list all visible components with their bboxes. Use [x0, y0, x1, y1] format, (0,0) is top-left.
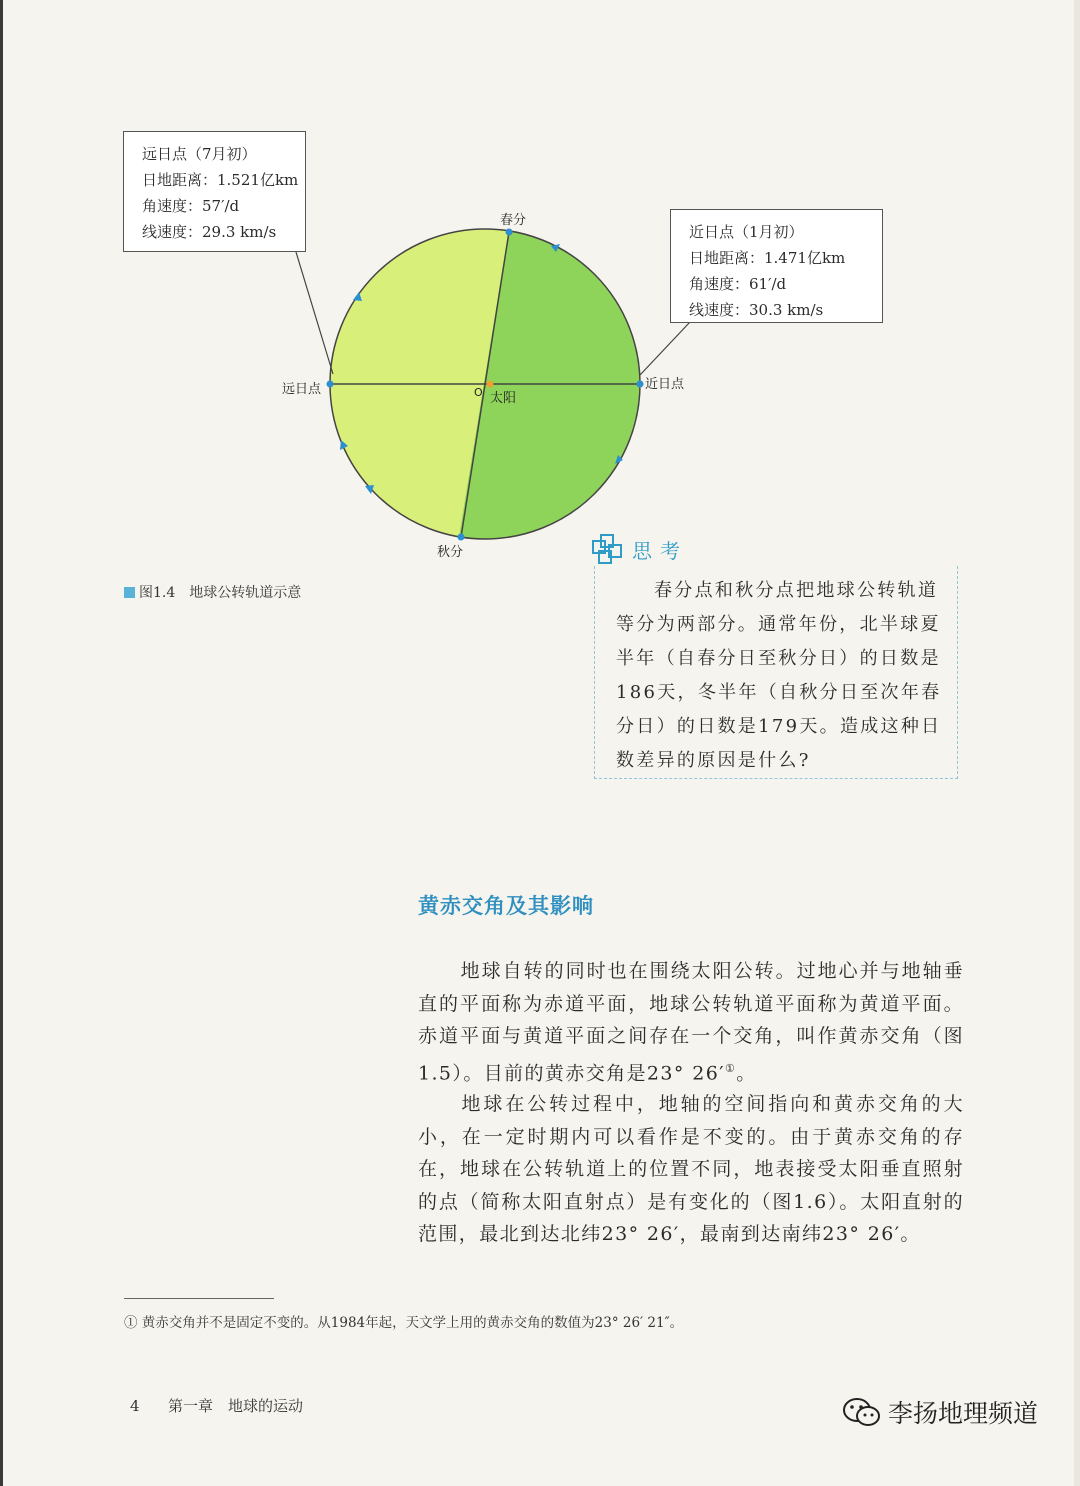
aphelion-pointer — [296, 252, 333, 374]
aphelion-point — [327, 381, 334, 388]
page-footer — [130, 1395, 303, 1416]
perihelion-point — [637, 381, 644, 388]
sun-point — [487, 381, 494, 388]
wechat-icon — [842, 1396, 882, 1428]
paragraph-1-text: 地球自转的同时也在围绕太阳公转。过地心并与地轴垂直的平面称为赤道平面，地球公转轨道平面称为黄道平面。赤道平面与黄道平面之间存在一个交角，叫作黄赤交角（图1.5）。目前的黄赤交角是23° 26′ — [418, 960, 964, 1084]
paragraph-1 — [418, 955, 964, 1089]
think-header — [592, 534, 688, 564]
perihelion-info-box — [670, 209, 883, 323]
think-title: 思考 — [632, 538, 688, 563]
think-question-text: 春分点和秋分点把地球公转轨道等分为两部分。通常年份，北半球夏半年（自春分日至秋分日）的日数是186天，冬半年（自秋分日至次年春分日）的日数是179天。造成这种日数差异的原因是什么? — [616, 580, 942, 771]
section-title: 黄赤交角及其影响 — [418, 894, 594, 918]
paragraph-1-end: 。 — [736, 1061, 757, 1084]
footnote-marker: ① — [724, 1061, 737, 1075]
autumn-equinox-point — [458, 534, 465, 541]
aphelion-info-box — [123, 131, 306, 252]
perihelion-title: 近日点（1月初） — [689, 223, 804, 241]
aphelion-distance: 日地距离：1.521亿km — [142, 171, 299, 189]
watermark-text: 李扬地理频道 — [888, 1399, 1039, 1428]
label-perihelion: 近日点 — [645, 377, 685, 392]
orbit-diagram — [0, 0, 1080, 620]
aphelion-angular-speed: 角速度：57′/d — [142, 197, 240, 215]
figure-caption — [124, 582, 301, 602]
perihelion-distance: 日地距离：1.471亿km — [689, 249, 846, 267]
perihelion-pointer — [640, 322, 690, 375]
paragraph-2 — [418, 1088, 964, 1251]
label-spring-equinox: 春分 — [500, 213, 527, 228]
label-aphelion: 远日点 — [282, 382, 322, 397]
label-autumn-equinox: 秋分 — [437, 545, 464, 560]
perihelion-angular-speed: 角速度：61′/d — [689, 275, 787, 293]
perihelion-linear-speed: 线速度：30.3 km/s — [689, 301, 824, 319]
think-icon — [592, 534, 626, 564]
label-origin: O — [474, 386, 483, 399]
footnote-divider — [124, 1298, 274, 1299]
caption-marker-icon — [124, 587, 135, 598]
think-question — [616, 574, 950, 778]
caption-text: 图1.4 地球公转轨道示意 — [139, 585, 302, 601]
label-sun: 太阳 — [490, 391, 517, 406]
page-number: 4 — [130, 1397, 140, 1415]
footnote: ① 黄赤交角并不是固定不变的。从1984年起，天文学上用的黄赤交角的数值为23° 26′ 21″。 — [124, 1315, 684, 1331]
spring-equinox-point — [506, 229, 513, 236]
aphelion-linear-speed: 线速度：29.3 km/s — [142, 223, 277, 241]
paragraph-2-text: 地球在公转过程中，地轴的空间指向和黄赤交角的大小，在一定时期内可以看作是不变的。由于黄赤交角的存在，地球在公转轨道上的位置不同，地表接受太阳垂直照射的点（简称太阳直射点）是有变化的（图1.6）。太阳直射的范围，最北到达北纬23° 26′，最南到达南纬23° 26′。 — [418, 1093, 964, 1245]
aphelion-title: 远日点（7月初） — [142, 145, 257, 163]
chapter-title: 第一章 地球的运动 — [168, 1397, 304, 1415]
watermark — [842, 1394, 1038, 1430]
